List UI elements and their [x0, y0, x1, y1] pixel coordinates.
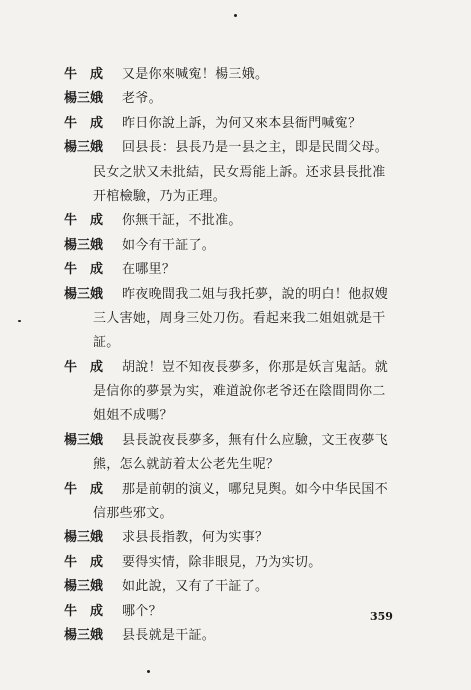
dialogue-text: 三人害她，周身三处刀伤。看起来我二姐姐就是干	[93, 310, 386, 326]
continuation-line	[64, 380, 424, 404]
speaker-name: 楊三娥	[64, 530, 104, 546]
continuation-line	[64, 185, 424, 209]
page-number: 359	[370, 610, 393, 623]
dialogue-line	[64, 209, 424, 233]
continuation-line	[64, 404, 424, 428]
dialogue-text: 你無干証，不批准。	[122, 213, 242, 229]
dialogue-line	[64, 136, 424, 160]
dialogue-line	[64, 87, 424, 111]
dialogue-text: 县長就是干証。	[122, 627, 216, 643]
dialogue-text: 如此說，又有了干証了。	[122, 579, 269, 595]
speaker-name: 牛 成	[64, 359, 104, 375]
dialogue-line	[64, 575, 424, 599]
dialogue-text: 胡說！豈不知夜長夢多，你那是妖言鬼話。就	[122, 359, 389, 375]
dialogue-line	[64, 63, 424, 87]
speaker-name: 牛 成	[64, 554, 104, 570]
speaker-name: 牛 成	[64, 115, 104, 131]
dialogue-text: 民女之狀又未批結，民女焉能上訴。还求县長批准	[93, 164, 386, 180]
dialogue-line	[64, 478, 424, 502]
dialogue-text: 熊，怎么就訪着太公老先生呢？	[93, 457, 280, 473]
dialogue-text: 要得实情，除非眼見，乃为实切。	[122, 554, 322, 570]
script-text	[64, 63, 424, 648]
dialogue-line	[64, 258, 424, 282]
speaker-name: 牛 成	[64, 213, 104, 229]
continuation-line	[64, 502, 424, 526]
dialogue-line	[64, 283, 424, 307]
speaker-name: 楊三娥	[64, 140, 104, 156]
speck-bottom	[147, 670, 150, 673]
speck-left	[18, 320, 21, 322]
dialogue-text: 哪个？	[122, 603, 162, 619]
dialogue-text: 姐姐不成嗎？	[93, 408, 173, 424]
dialogue-text: 县長說夜長夢多，無有什么应驗，文王夜夢飞	[122, 432, 389, 448]
dialogue-text: 如今有干証了。	[122, 237, 216, 253]
continuation-line	[64, 331, 424, 355]
dialogue-text: 在哪里？	[122, 262, 176, 278]
dialogue-text: 那是前朝的演义，哪兒見舆。如今中华民国不	[122, 481, 389, 497]
dialogue-text: 开棺檢驗，乃为正理。	[93, 188, 227, 204]
dialogue-text: 是信你的夢景为实，难道說你老爷还在陰間問你二	[93, 384, 386, 400]
continuation-line	[64, 453, 424, 477]
speaker-name: 楊三娥	[64, 91, 104, 107]
dialogue-text: 求县長指教，何为实事？	[122, 530, 269, 546]
speaker-name: 牛 成	[64, 67, 104, 82]
dialogue-text: 昨日你說上訴，为何又來本县衙門喊寃？	[122, 115, 362, 131]
continuation-line	[64, 161, 424, 185]
dialogue-line	[64, 112, 424, 136]
dialogue-text: 老爷。	[122, 91, 162, 107]
continuation-line	[64, 307, 424, 331]
dialogue-text: 又是你來喊寃！楊三娥。	[122, 67, 269, 82]
dialogue-line	[64, 526, 424, 550]
dialogue-text: 昨夜晚間我二姐与我托夢，說的明白！他叔嫂	[122, 286, 389, 302]
speaker-name: 楊三娥	[64, 579, 104, 595]
dialogue-line	[64, 356, 424, 380]
speaker-name: 楊三娥	[64, 237, 104, 253]
speaker-name: 楊三娥	[64, 432, 104, 448]
dialogue-line	[64, 551, 424, 575]
speaker-name: 楊三娥	[64, 627, 104, 643]
dialogue-line	[64, 234, 424, 258]
dialogue-text: 回县長：县長乃是一县之主，即是民間父母。	[122, 140, 389, 156]
dialogue-text: 信那些邪文。	[93, 506, 173, 522]
speaker-name: 牛 成	[64, 262, 104, 278]
speaker-name: 楊三娥	[64, 286, 104, 302]
speck-top	[234, 14, 237, 17]
speaker-name: 牛 成	[64, 481, 104, 497]
dialogue-text: 証。	[93, 335, 120, 351]
dialogue-line	[64, 429, 424, 453]
dialogue-line	[64, 624, 424, 648]
speaker-name: 牛 成	[64, 603, 104, 619]
